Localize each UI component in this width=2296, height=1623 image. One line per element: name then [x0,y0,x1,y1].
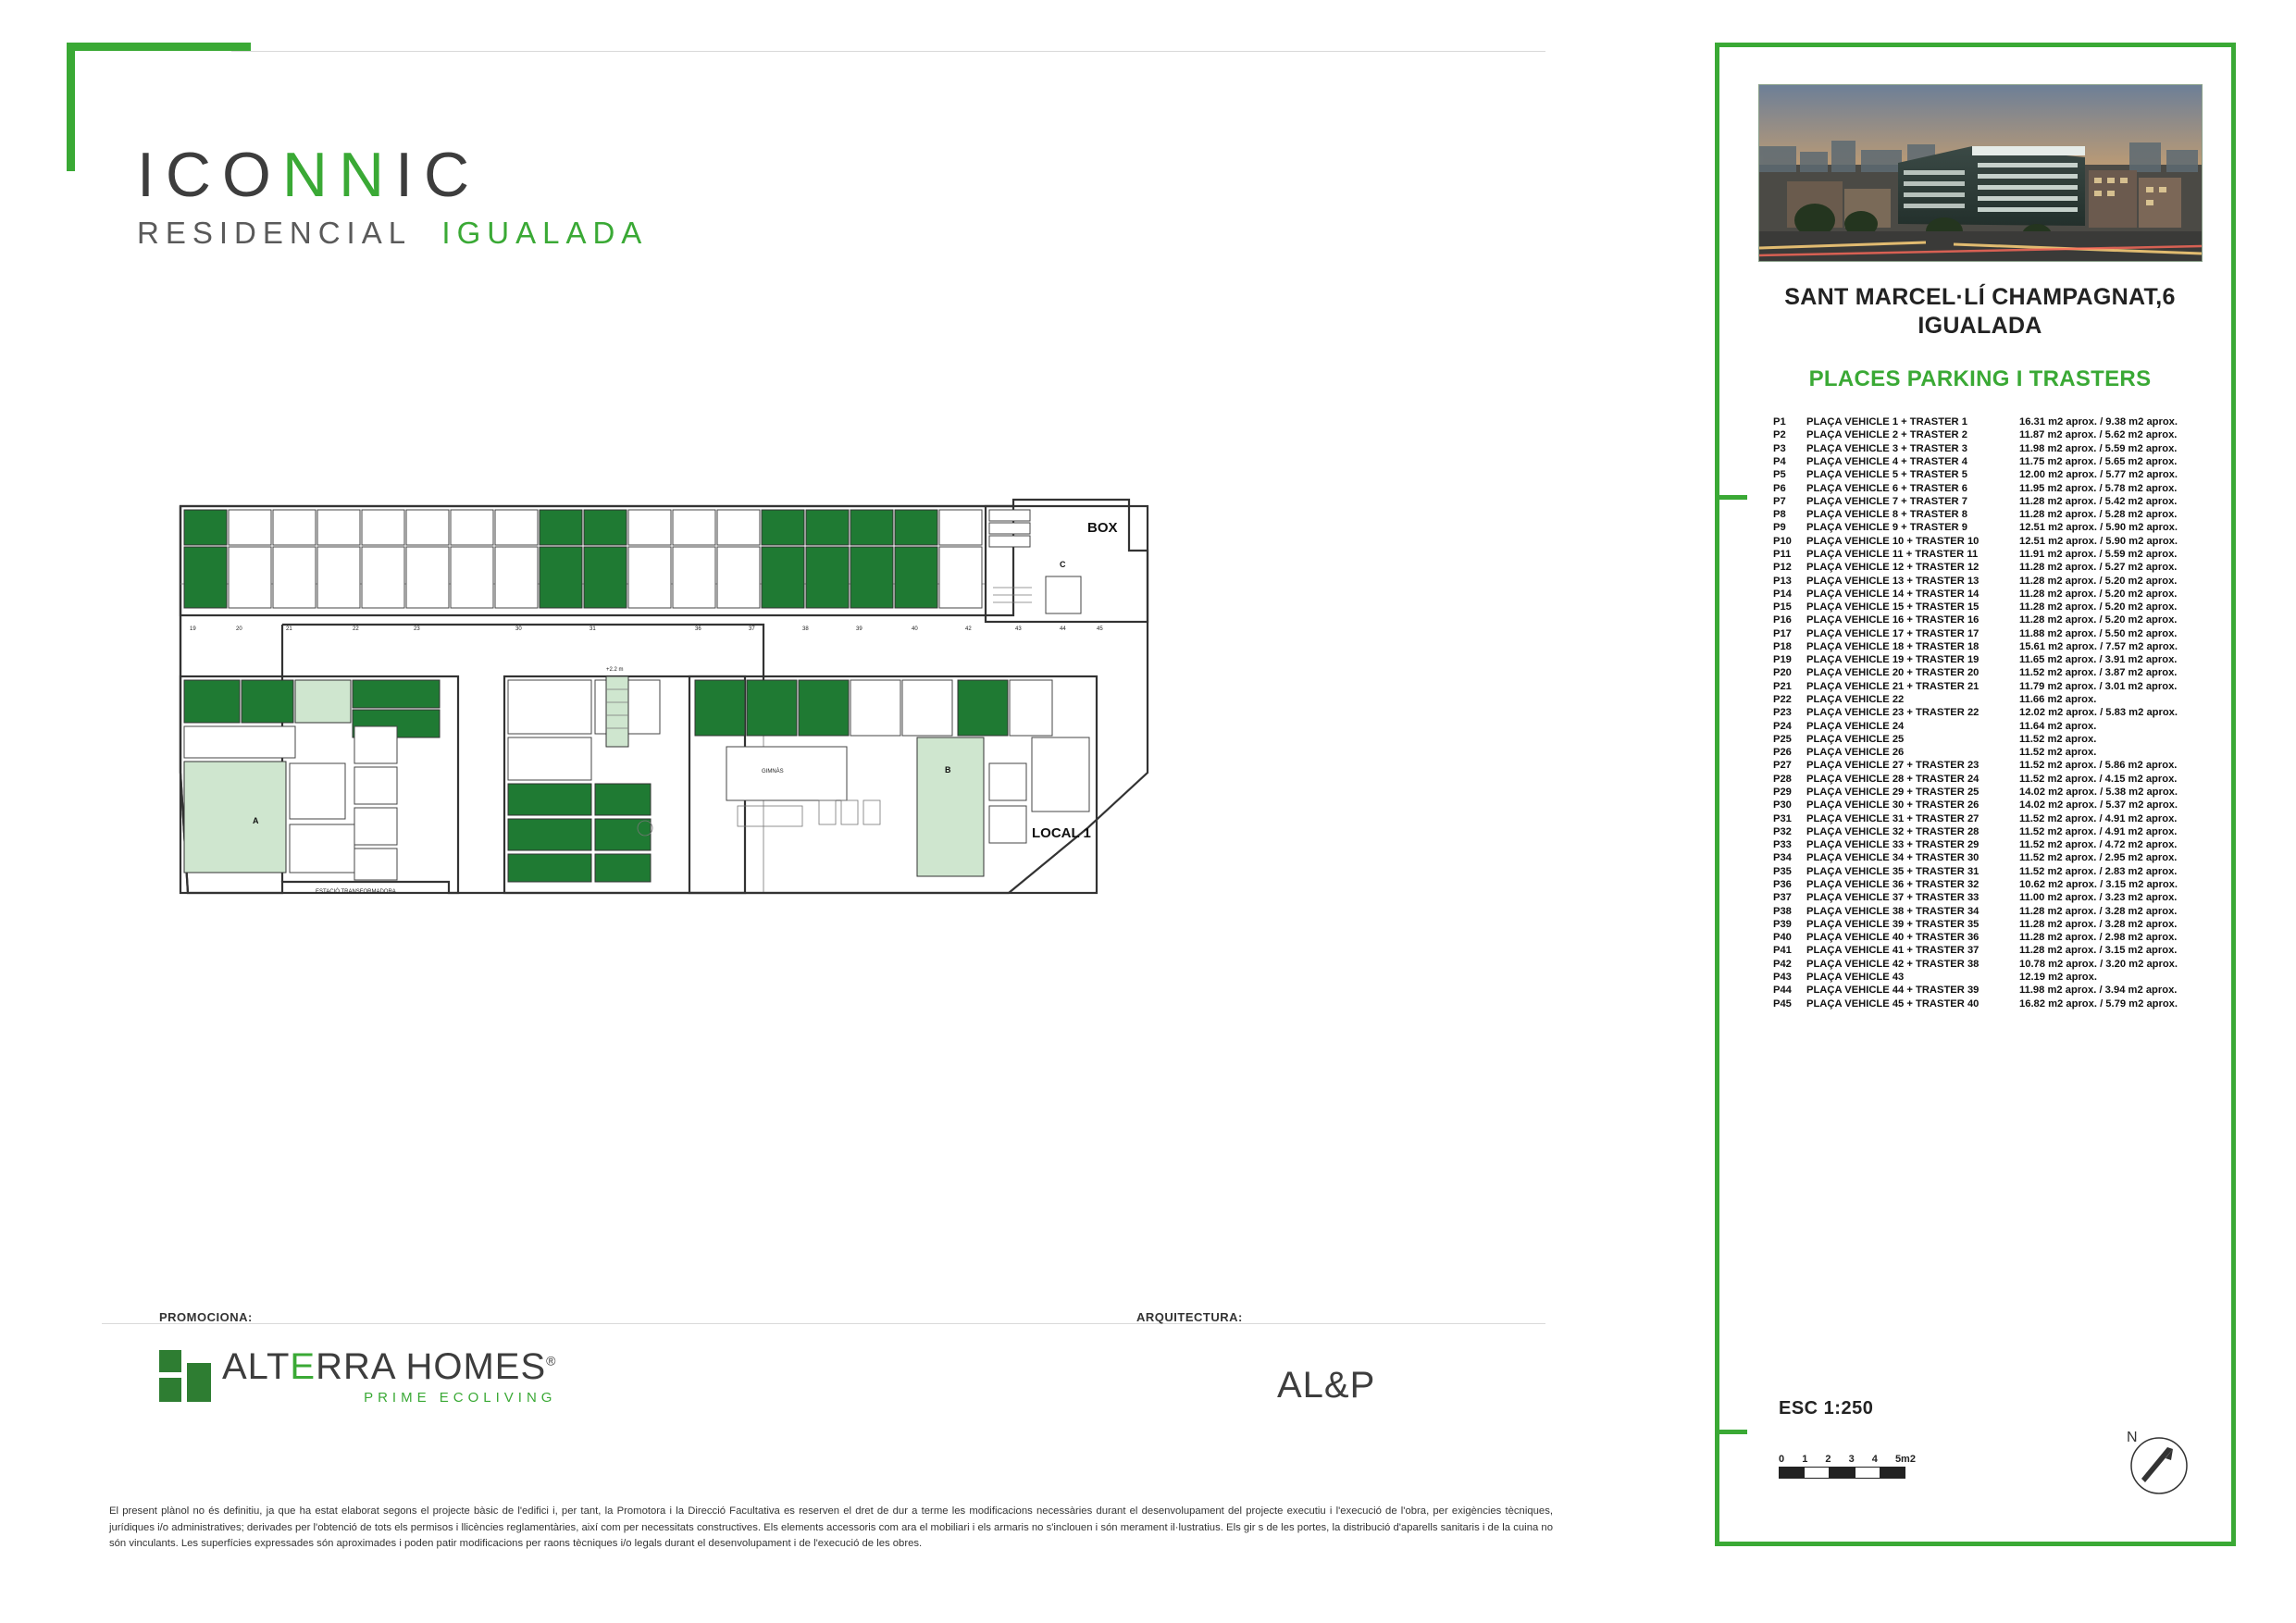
row-code: P16 [1773,614,1792,626]
row-area: 11.52 m2 aprox. / 4.15 m2 aprox. [2019,773,2178,785]
row-area: 11.52 m2 aprox. [2019,733,2097,745]
building-render-photo [1758,84,2203,262]
svg-text:38: 38 [802,626,809,632]
floor-plan-drawing [171,495,1559,1171]
svg-text:N: N [2127,1430,2138,1445]
svg-text:23: 23 [414,626,420,632]
row-desc: PLAÇA VEHICLE 22 [1806,694,1905,706]
row-desc: PLAÇA VEHICLE 12 + TRASTER 12 [1806,562,1980,574]
row-area: 12.00 m2 aprox. / 5.77 m2 aprox. [2019,469,2178,481]
row-code: P1 [1773,416,1786,428]
row-desc: PLAÇA VEHICLE 14 + TRASTER 14 [1806,588,1980,600]
arquitectura-logo: AL&P [1277,1365,1376,1406]
row-desc: PLAÇA VEHICLE 43 [1806,971,1905,983]
row-desc: PLAÇA VEHICLE 13 + TRASTER 13 [1806,575,1980,587]
table-row [1773,971,2204,984]
row-code: P2 [1773,429,1786,441]
table-row [1773,561,2204,574]
row-code: P41 [1773,945,1792,957]
scale-tick: 0 [1779,1454,1785,1465]
row-area: 11.52 m2 aprox. / 4.91 m2 aprox. [2019,825,2178,837]
row-code: P17 [1773,627,1792,639]
promotora-name-b: RRA HOMES [316,1346,547,1387]
row-code: P29 [1773,787,1792,799]
row-area: 11.66 m2 aprox. [2019,694,2097,706]
legal-disclaimer: El present plànol no és definitiu, ja que ha estat elaborat segons el projecte bàsic de l'edifici i, per tant, la Promotora i la Direcció Facultativa es reserven el dret de dur a terme les modificacions necessàries durant el desenvolupament del projecte executiu i l'execució de l'obra, per exigències tècniques, jurídiques i/o administratives; derivades per l'obtenció de tots els permisos i llicències reglamentàries, així com per necessitats constructives. Els elements accessoris com ara el mobiliari i els armaris no s'inclouen i són merament il·lustratius. Els gir s de les portes, la distribució d'aparells sanitaris i de la cuina no són vinculants. Les superfícies expressades són aproximades i poden patir modificacions per raons tècniques i/o legals durant el desenvolupament i de l'execució de les obres. [109,1505,1553,1549]
brand-subtitle [137,216,648,251]
row-desc: PLAÇA VEHICLE 42 + TRASTER 38 [1806,958,1980,970]
svg-text:GIMNÀS: GIMNÀS [762,769,784,774]
row-area: 10.78 m2 aprox. / 3.20 m2 aprox. [2019,958,2178,970]
table-row [1773,931,2204,944]
row-code: P20 [1773,667,1792,679]
row-code: P10 [1773,535,1792,547]
divider-top [231,51,1545,52]
table-row [1773,680,2204,693]
row-area: 11.52 m2 aprox. / 4.91 m2 aprox. [2019,812,2178,824]
svg-text:B: B [945,765,951,774]
row-desc: PLAÇA VEHICLE 16 + TRASTER 16 [1806,614,1980,626]
svg-text:20: 20 [236,626,242,632]
svg-text:BOX: BOX [1087,520,1118,536]
row-desc: PLAÇA VEHICLE 33 + TRASTER 29 [1806,839,1980,851]
brand-name [137,140,648,210]
row-code: P3 [1773,442,1786,454]
table-row [1773,719,2204,732]
table-row [1773,535,2204,548]
scale-bar-graphic [1779,1467,1905,1479]
row-area: 11.87 m2 aprox. / 5.62 m2 aprox. [2019,429,2178,441]
table-row [1773,984,2204,997]
north-arrow-icon [2117,1421,2201,1509]
svg-text:40: 40 [912,626,918,632]
row-desc: PLAÇA VEHICLE 19 + TRASTER 19 [1806,654,1980,666]
address-line-1: SANT MARCEL·LÍ CHAMPAGNAT,6 [1784,284,2176,310]
panel-section-title: PLACES PARKING I TRASTERS [1808,366,2152,391]
row-area: 11.98 m2 aprox. / 5.59 m2 aprox. [2019,442,2178,454]
table-row [1773,878,2204,891]
row-code: P6 [1773,482,1786,494]
row-code: P40 [1773,932,1792,944]
row-area: 11.65 m2 aprox. / 3.91 m2 aprox. [2019,654,2178,666]
row-code: P26 [1773,747,1792,759]
scale-tick: 3 [1848,1454,1855,1465]
row-code: P38 [1773,905,1792,917]
svg-text:44: 44 [1060,626,1066,632]
table-row [1773,613,2204,626]
scale-tick: 5m2 [1894,1454,1916,1465]
row-code: P15 [1773,601,1792,613]
row-code: P44 [1773,985,1792,997]
parking-list-body [1773,415,2204,1010]
row-desc: PLAÇA VEHICLE 23 + TRASTER 22 [1806,707,1980,719]
row-desc: PLAÇA VEHICLE 40 + TRASTER 36 [1806,932,1980,944]
promotora-tagline: PRIME ECOLIVING [364,1390,557,1406]
table-row [1773,799,2204,812]
brand-name-part2: NN [281,140,396,210]
row-code: P33 [1773,839,1792,851]
row-desc: PLAÇA VEHICLE 34 + TRASTER 30 [1806,852,1980,864]
table-row [1773,495,2204,508]
row-area: 11.28 m2 aprox. / 5.42 m2 aprox. [2019,495,2178,507]
promotora-label: PROMOCIONA: [159,1310,253,1324]
table-row [1773,627,2204,640]
row-code: P42 [1773,958,1792,970]
row-code: P18 [1773,640,1792,652]
row-code: P35 [1773,865,1792,877]
table-row [1773,521,2204,534]
row-desc: PLAÇA VEHICLE 24 [1806,720,1905,732]
scale-tick: 4 [1871,1454,1878,1465]
row-area: 11.64 m2 aprox. [2019,720,2097,732]
row-desc: PLAÇA VEHICLE 39 + TRASTER 35 [1806,918,1980,930]
panel-accent-left-bottom [1715,1430,1747,1434]
row-desc: PLAÇA VEHICLE 2 + TRASTER 2 [1806,429,1967,441]
row-desc: PLAÇA VEHICLE 21 + TRASTER 21 [1806,680,1980,692]
svg-text:39: 39 [856,626,863,632]
info-panel [1715,43,2236,1546]
row-desc: PLAÇA VEHICLE 26 [1806,747,1905,759]
table-row [1773,865,2204,878]
row-desc: PLAÇA VEHICLE 6 + TRASTER 6 [1806,482,1967,494]
table-row [1773,944,2204,957]
row-desc: PLAÇA VEHICLE 29 + TRASTER 25 [1806,787,1980,799]
row-area: 12.02 m2 aprox. / 5.83 m2 aprox. [2019,707,2178,719]
row-desc: PLAÇA VEHICLE 17 + TRASTER 17 [1806,627,1980,639]
row-area: 11.28 m2 aprox. / 3.15 m2 aprox. [2019,945,2178,957]
row-code: P36 [1773,878,1792,890]
row-desc: PLAÇA VEHICLE 3 + TRASTER 3 [1806,442,1967,454]
svg-text:19: 19 [190,626,196,632]
row-desc: PLAÇA VEHICLE 45 + TRASTER 40 [1806,997,1980,1010]
brand-sub-left: RESIDENCIAL [137,216,413,250]
table-row [1773,508,2204,521]
table-row [1773,958,2204,971]
row-area: 15.61 m2 aprox. / 7.57 m2 aprox. [2019,640,2178,652]
row-code: P19 [1773,654,1792,666]
divider-bottom [102,1323,1545,1324]
row-area: 10.62 m2 aprox. / 3.15 m2 aprox. [2019,878,2178,890]
row-desc: PLAÇA VEHICLE 28 + TRASTER 24 [1806,773,1980,785]
row-code: P31 [1773,812,1792,824]
table-row [1773,759,2204,772]
row-area: 12.51 m2 aprox. / 5.90 m2 aprox. [2019,535,2178,547]
row-area: 16.31 m2 aprox. / 9.38 m2 aprox. [2019,416,2178,428]
row-area: 11.98 m2 aprox. / 3.94 m2 aprox. [2019,985,2178,997]
svg-text:22: 22 [353,626,359,632]
table-row [1773,838,2204,851]
row-area: 11.28 m2 aprox. / 3.28 m2 aprox. [2019,918,2178,930]
table-row [1773,851,2204,864]
svg-text:42: 42 [965,626,972,632]
alterra-mark-icon [159,1350,211,1402]
row-area: 11.28 m2 aprox. / 5.20 m2 aprox. [2019,575,2178,587]
row-desc: PLAÇA VEHICLE 38 + TRASTER 34 [1806,905,1980,917]
brand-sub-right: IGUALADA [441,216,649,250]
row-area: 12.51 m2 aprox. / 5.90 m2 aprox. [2019,522,2178,534]
table-row [1773,904,2204,917]
row-code: P21 [1773,680,1792,692]
row-desc: PLAÇA VEHICLE 41 + TRASTER 37 [1806,945,1980,957]
row-code: P32 [1773,825,1792,837]
row-code: P39 [1773,918,1792,930]
svg-text:21: 21 [286,626,292,632]
scale-tick: 1 [1802,1454,1808,1465]
row-area: 11.52 m2 aprox. / 2.83 m2 aprox. [2019,865,2178,877]
row-desc: PLAÇA VEHICLE 37 + TRASTER 33 [1806,892,1980,904]
row-area: 11.52 m2 aprox. / 4.72 m2 aprox. [2019,839,2178,851]
table-row [1773,706,2204,719]
table-row [1773,481,2204,494]
row-area: 11.75 m2 aprox. / 5.65 m2 aprox. [2019,455,2178,467]
row-area: 16.82 m2 aprox. / 5.79 m2 aprox. [2019,997,2178,1010]
row-area: 11.28 m2 aprox. / 5.20 m2 aprox. [2019,588,2178,600]
panel-accent-left-top [1715,495,1747,500]
table-row [1773,468,2204,481]
row-code: P45 [1773,997,1792,1010]
table-row [1773,415,2204,428]
svg-text:A: A [253,816,259,825]
table-row [1773,746,2204,759]
svg-text:+2.2 m: +2.2 m [606,667,624,673]
svg-text:45: 45 [1097,626,1103,632]
row-area: 11.79 m2 aprox. / 3.01 m2 aprox. [2019,680,2178,692]
brand-logo [137,140,649,251]
table-row [1773,640,2204,653]
row-area: 11.52 m2 aprox. / 2.95 m2 aprox. [2019,852,2178,864]
row-code: P24 [1773,720,1792,732]
scale-tick: 2 [1825,1454,1831,1465]
row-code: P8 [1773,509,1786,521]
row-area: 11.91 m2 aprox. / 5.59 m2 aprox. [2019,548,2178,560]
row-code: P34 [1773,852,1792,864]
row-desc: PLAÇA VEHICLE 8 + TRASTER 8 [1806,509,1967,521]
row-desc: PLAÇA VEHICLE 35 + TRASTER 31 [1806,865,1980,877]
table-row [1773,442,2204,455]
row-code: P27 [1773,760,1792,772]
table-row [1773,428,2204,441]
row-desc: PLAÇA VEHICLE 11 + TRASTER 11 [1806,548,1979,560]
table-row [1773,455,2204,468]
svg-text:LOCAL 1: LOCAL 1 [1032,825,1091,841]
table-row [1773,733,2204,746]
scale-ticks [1779,1454,1916,1465]
brand-name-part3: IC [395,140,481,210]
project-address [1738,283,2222,340]
row-area: 14.02 m2 aprox. / 5.38 m2 aprox. [2019,787,2178,799]
svg-text:36: 36 [695,626,701,632]
row-area: 11.28 m2 aprox. / 5.20 m2 aprox. [2019,601,2178,613]
table-row [1773,786,2204,799]
svg-text:37: 37 [749,626,755,632]
table-row [1773,666,2204,679]
table-row [1773,773,2204,786]
row-area: 11.28 m2 aprox. / 5.20 m2 aprox. [2019,614,2178,626]
row-code: P23 [1773,707,1792,719]
svg-text:ESTACIÓ TRANSFORMADORA: ESTACIÓ TRANSFORMADORA [316,889,396,895]
row-desc: PLAÇA VEHICLE 20 + TRASTER 20 [1806,667,1980,679]
row-code: P25 [1773,733,1792,745]
row-desc: PLAÇA VEHICLE 32 + TRASTER 28 [1806,825,1980,837]
row-code: P4 [1773,455,1786,467]
svg-text:C: C [1060,560,1066,569]
promotora-logo [159,1346,556,1406]
row-area: 12.19 m2 aprox. [2019,971,2097,983]
scale-bar [1779,1454,1916,1479]
row-area: 11.52 m2 aprox. / 5.86 m2 aprox. [2019,760,2178,772]
row-desc: PLAÇA VEHICLE 18 + TRASTER 18 [1806,640,1980,652]
row-desc: PLAÇA VEHICLE 1 + TRASTER 1 [1806,416,1967,428]
registered-trademark-icon: ® [546,1353,557,1369]
row-desc: PLAÇA VEHICLE 31 + TRASTER 27 [1806,812,1980,824]
row-area: 14.02 m2 aprox. / 5.37 m2 aprox. [2019,799,2178,812]
row-code: P5 [1773,469,1786,481]
table-row [1773,825,2204,838]
row-desc: PLAÇA VEHICLE 36 + TRASTER 32 [1806,878,1980,890]
row-area: 11.52 m2 aprox. [2019,747,2097,759]
promotora-name-e: E [290,1346,316,1387]
promotora-name [222,1346,556,1388]
scale-label: ESC 1:250 [1779,1398,1874,1419]
table-row [1773,918,2204,931]
svg-text:31: 31 [590,626,596,632]
svg-text:30: 30 [515,626,522,632]
row-code: P22 [1773,694,1792,706]
table-row [1773,891,2204,904]
row-desc: PLAÇA VEHICLE 4 + TRASTER 4 [1806,455,1967,467]
parking-list-table [1773,415,2204,1010]
table-row [1773,548,2204,561]
row-area: 11.28 m2 aprox. / 3.28 m2 aprox. [2019,905,2178,917]
row-area: 11.28 m2 aprox. / 5.28 m2 aprox. [2019,509,2178,521]
row-desc: PLAÇA VEHICLE 30 + TRASTER 26 [1806,799,1980,812]
row-desc: PLAÇA VEHICLE 10 + TRASTER 10 [1806,535,1980,547]
row-code: P43 [1773,971,1792,983]
table-row [1773,812,2204,824]
arquitectura-label: ARQUITECTURA: [1136,1310,1243,1324]
row-area: 11.28 m2 aprox. / 5.27 m2 aprox. [2019,562,2178,574]
table-row [1773,997,2204,1010]
row-desc: PLAÇA VEHICLE 25 [1806,733,1905,745]
table-row [1773,601,2204,613]
row-code: P37 [1773,892,1792,904]
row-code: P7 [1773,495,1786,507]
row-desc: PLAÇA VEHICLE 9 + TRASTER 9 [1806,522,1967,534]
table-row [1773,653,2204,666]
row-desc: PLAÇA VEHICLE 5 + TRASTER 5 [1806,469,1967,481]
address-line-2: IGUALADA [1917,312,2042,339]
row-code: P13 [1773,575,1792,587]
table-row [1773,588,2204,601]
table-row [1773,574,2204,587]
row-area: 11.95 m2 aprox. / 5.78 m2 aprox. [2019,482,2178,494]
row-code: P14 [1773,588,1792,600]
row-desc: PLAÇA VEHICLE 7 + TRASTER 7 [1806,495,1967,507]
table-row [1773,693,2204,706]
row-code: P9 [1773,522,1786,534]
row-code: P12 [1773,562,1792,574]
row-area: 11.88 m2 aprox. / 5.50 m2 aprox. [2019,627,2178,639]
row-code: P11 [1773,548,1792,560]
row-desc: PLAÇA VEHICLE 44 + TRASTER 39 [1806,985,1980,997]
brand-name-part1: ICO [137,140,282,210]
row-code: P28 [1773,773,1792,785]
promotora-name-a: ALT [222,1346,291,1387]
svg-text:43: 43 [1015,626,1022,632]
row-desc: PLAÇA VEHICLE 27 + TRASTER 23 [1806,760,1980,772]
row-code: P30 [1773,799,1792,812]
row-area: 11.28 m2 aprox. / 2.98 m2 aprox. [2019,932,2178,944]
row-area: 11.52 m2 aprox. / 3.87 m2 aprox. [2019,667,2178,679]
row-desc: PLAÇA VEHICLE 15 + TRASTER 15 [1806,601,1980,613]
row-area: 11.00 m2 aprox. / 3.23 m2 aprox. [2019,892,2178,904]
